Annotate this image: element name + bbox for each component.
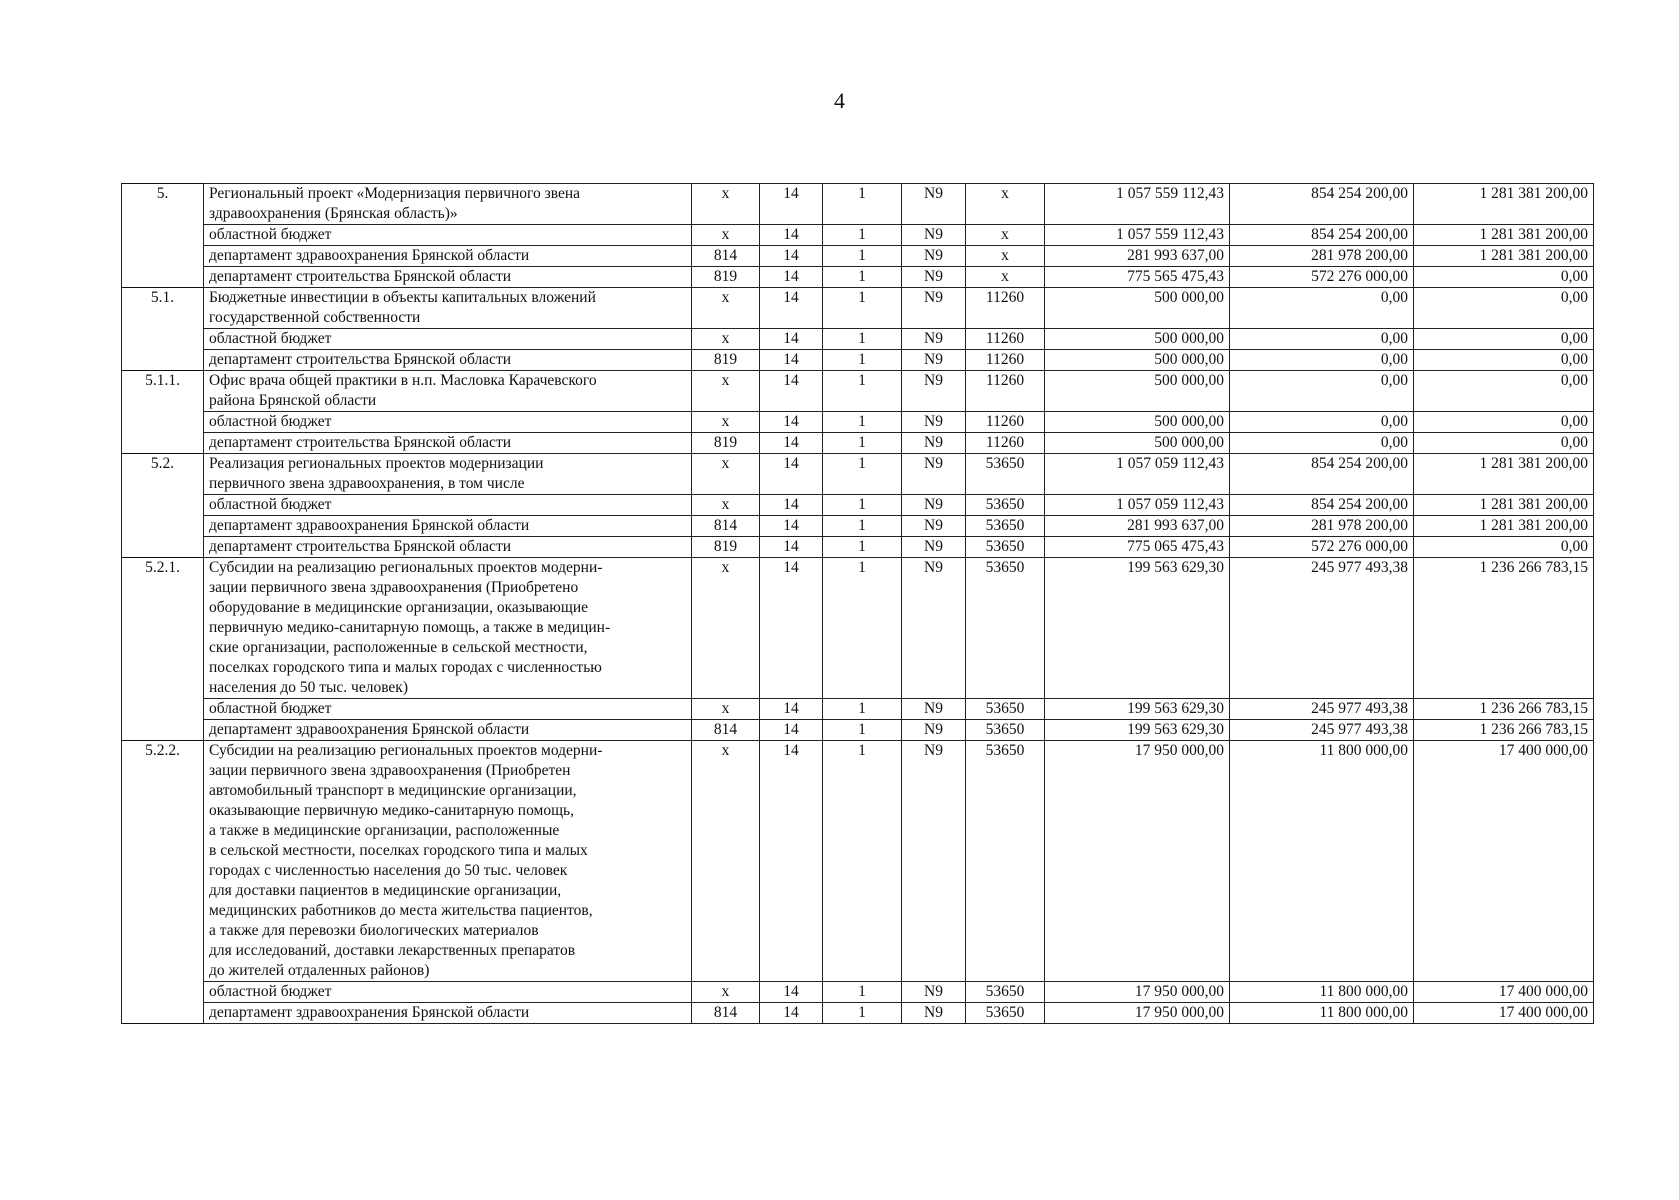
- amount-year3-cell: 1 281 381 200,00: [1414, 246, 1594, 267]
- row-number-cell: [122, 267, 204, 288]
- amount-year2-cell: 0,00: [1230, 350, 1414, 371]
- description-line: Региональный проект «Модернизация первичного звена: [209, 185, 581, 202]
- subsection-cell: 1: [823, 350, 902, 371]
- row-number-cell: [122, 412, 204, 433]
- description-line: для исследований, доставки лекарственных препаратов: [209, 942, 576, 959]
- description-line: областной бюджет: [209, 496, 332, 513]
- description-line: областной бюджет: [209, 226, 332, 243]
- target-direction-cell: 11260: [966, 288, 1045, 329]
- section-cell: 14: [760, 225, 823, 246]
- grbs-cell: х: [692, 495, 760, 516]
- target-direction-cell: 53650: [966, 495, 1045, 516]
- description-line: областной бюджет: [209, 983, 332, 1000]
- section-cell: 14: [760, 412, 823, 433]
- target-direction-cell: 53650: [966, 741, 1045, 982]
- row-number-cell: [122, 537, 204, 558]
- section-cell: 14: [760, 537, 823, 558]
- description-line: Субсидии на реализацию региональных проектов модерни-: [209, 742, 603, 759]
- amount-year1-cell: 281 993 637,00: [1045, 246, 1230, 267]
- table-row: [122, 225, 1594, 246]
- target-code-cell: N9: [902, 516, 966, 537]
- table-row: [122, 350, 1594, 371]
- target-code-cell: N9: [902, 329, 966, 350]
- grbs-cell: 814: [692, 516, 760, 537]
- description-cell: [204, 433, 692, 454]
- description-cell: [204, 184, 692, 225]
- description-line: департамент здравоохранения Брянской области: [209, 517, 530, 534]
- subsection-cell: 1: [823, 1003, 902, 1024]
- description-line: оборудование в медицинские организации, оказывающие: [209, 599, 588, 616]
- description-line: оказывающие первичную медико-санитарную помощь,: [209, 802, 574, 819]
- target-direction-cell: 11260: [966, 412, 1045, 433]
- subsection-cell: 1: [823, 982, 902, 1003]
- grbs-cell: 819: [692, 267, 760, 288]
- table-row: [122, 741, 1594, 982]
- table-row: [122, 1003, 1594, 1024]
- target-direction-cell: 11260: [966, 433, 1045, 454]
- amount-year1-cell: 500 000,00: [1045, 433, 1230, 454]
- description-line: департамент строительства Брянской области: [209, 538, 512, 555]
- grbs-cell: 819: [692, 350, 760, 371]
- description-line: ские организации, расположенные в сельской местности,: [209, 639, 588, 656]
- target-code-cell: N9: [902, 982, 966, 1003]
- description-line: Реализация региональных проектов модернизации: [209, 455, 544, 472]
- description-cell: [204, 741, 692, 982]
- row-number-cell: 5.1.: [122, 288, 204, 329]
- description-cell: [204, 288, 692, 329]
- row-number-cell: 5.2.1.: [122, 558, 204, 699]
- description-line: Офис врача общей практики в н.п. Масловка Карачевского: [209, 372, 597, 389]
- row-number-cell: 5.: [122, 184, 204, 225]
- amount-year2-cell: 281 978 200,00: [1230, 516, 1414, 537]
- row-number-cell: [122, 982, 204, 1003]
- target-direction-cell: 11260: [966, 329, 1045, 350]
- row-number-cell: [122, 699, 204, 720]
- amount-year2-cell: 11 800 000,00: [1230, 741, 1414, 982]
- amount-year2-cell: 854 254 200,00: [1230, 454, 1414, 495]
- amount-year2-cell: 11 800 000,00: [1230, 982, 1414, 1003]
- table-row: [122, 516, 1594, 537]
- target-code-cell: N9: [902, 720, 966, 741]
- target-code-cell: N9: [902, 454, 966, 495]
- description-line: Бюджетные инвестиции в объекты капитальных вложений: [209, 289, 596, 306]
- amount-year3-cell: 1 236 266 783,15: [1414, 699, 1594, 720]
- amount-year3-cell: 0,00: [1414, 537, 1594, 558]
- subsection-cell: 1: [823, 720, 902, 741]
- target-code-cell: N9: [902, 225, 966, 246]
- description-cell: [204, 225, 692, 246]
- amount-year1-cell: 500 000,00: [1045, 412, 1230, 433]
- table-row: [122, 720, 1594, 741]
- amount-year2-cell: 0,00: [1230, 371, 1414, 412]
- description-cell: [204, 516, 692, 537]
- description-cell: [204, 1003, 692, 1024]
- row-number-cell: [122, 1003, 204, 1024]
- target-direction-cell: 53650: [966, 982, 1045, 1003]
- target-direction-cell: 53650: [966, 558, 1045, 699]
- description-cell: [204, 699, 692, 720]
- grbs-cell: 819: [692, 537, 760, 558]
- description-cell: [204, 537, 692, 558]
- description-cell: [204, 982, 692, 1003]
- grbs-cell: 814: [692, 720, 760, 741]
- description-line: областной бюджет: [209, 413, 332, 430]
- grbs-cell: 819: [692, 433, 760, 454]
- section-cell: 14: [760, 495, 823, 516]
- amount-year2-cell: 572 276 000,00: [1230, 267, 1414, 288]
- amount-year2-cell: 0,00: [1230, 433, 1414, 454]
- table-row: [122, 371, 1594, 412]
- row-number-cell: 5.2.2.: [122, 741, 204, 982]
- amount-year3-cell: 1 236 266 783,15: [1414, 720, 1594, 741]
- amount-year3-cell: 0,00: [1414, 412, 1594, 433]
- row-number-cell: 5.2.: [122, 454, 204, 495]
- description-line: населения до 50 тыс. человек): [209, 679, 408, 696]
- section-cell: 14: [760, 288, 823, 329]
- amount-year3-cell: 1 281 381 200,00: [1414, 225, 1594, 246]
- amount-year2-cell: 11 800 000,00: [1230, 1003, 1414, 1024]
- target-code-cell: N9: [902, 741, 966, 982]
- description-line: в сельской местности, поселках городского типа и малых: [209, 842, 588, 859]
- section-cell: 14: [760, 267, 823, 288]
- description-line: района Брянской области: [209, 392, 377, 409]
- amount-year3-cell: 0,00: [1414, 267, 1594, 288]
- description-cell: [204, 495, 692, 516]
- description-cell: [204, 350, 692, 371]
- amount-year2-cell: 854 254 200,00: [1230, 184, 1414, 225]
- description-line: департамент строительства Брянской области: [209, 268, 512, 285]
- row-number-cell: [122, 516, 204, 537]
- grbs-cell: х: [692, 741, 760, 982]
- section-cell: 14: [760, 371, 823, 412]
- row-number-cell: [122, 329, 204, 350]
- section-cell: 14: [760, 350, 823, 371]
- description-line: департамент строительства Брянской области: [209, 434, 512, 451]
- description-line: медицинских работников до места жительства пациентов,: [209, 902, 593, 919]
- target-direction-cell: х: [966, 246, 1045, 267]
- subsection-cell: 1: [823, 433, 902, 454]
- amount-year3-cell: 1 236 266 783,15: [1414, 558, 1594, 699]
- subsection-cell: 1: [823, 371, 902, 412]
- row-number-cell: [122, 350, 204, 371]
- target-code-cell: N9: [902, 288, 966, 329]
- amount-year3-cell: 0,00: [1414, 371, 1594, 412]
- target-direction-cell: х: [966, 225, 1045, 246]
- subsection-cell: 1: [823, 454, 902, 495]
- section-cell: 14: [760, 246, 823, 267]
- table-body: [122, 184, 1594, 1024]
- target-direction-cell: 11260: [966, 350, 1045, 371]
- description-line: до жителей отдаленных районов): [209, 962, 430, 979]
- description-line: государственной собственности: [209, 309, 421, 326]
- target-code-cell: N9: [902, 558, 966, 699]
- description-cell: [204, 558, 692, 699]
- amount-year2-cell: 0,00: [1230, 412, 1414, 433]
- target-code-cell: N9: [902, 495, 966, 516]
- subsection-cell: 1: [823, 288, 902, 329]
- section-cell: 14: [760, 982, 823, 1003]
- target-direction-cell: 53650: [966, 1003, 1045, 1024]
- amount-year1-cell: 500 000,00: [1045, 288, 1230, 329]
- target-direction-cell: 53650: [966, 537, 1045, 558]
- page-number: 4: [834, 88, 845, 113]
- row-number-cell: [122, 720, 204, 741]
- subsection-cell: 1: [823, 537, 902, 558]
- amount-year2-cell: 245 977 493,38: [1230, 558, 1414, 699]
- description-line: зации первичного звена здравоохранения (Приобретено: [209, 579, 579, 596]
- amount-year2-cell: 0,00: [1230, 288, 1414, 329]
- target-direction-cell: 11260: [966, 371, 1045, 412]
- description-line: областной бюджет: [209, 330, 332, 347]
- table-row: [122, 412, 1594, 433]
- table-row: [122, 288, 1594, 329]
- subsection-cell: 1: [823, 495, 902, 516]
- amount-year1-cell: 1 057 559 112,43: [1045, 184, 1230, 225]
- description-line: первичного звена здравоохранения, в том числе: [209, 475, 525, 492]
- description-line: здравоохранения (Брянская область)»: [209, 205, 458, 222]
- target-direction-cell: х: [966, 267, 1045, 288]
- grbs-cell: 814: [692, 246, 760, 267]
- amount-year3-cell: 17 400 000,00: [1414, 1003, 1594, 1024]
- table-row: [122, 246, 1594, 267]
- amount-year2-cell: 281 978 200,00: [1230, 246, 1414, 267]
- amount-year3-cell: 1 281 381 200,00: [1414, 184, 1594, 225]
- description-line: первичную медико-санитарную помощь, а также в медицин-: [209, 619, 611, 636]
- table-row: [122, 267, 1594, 288]
- description-line: для доставки пациентов в медицинские организации,: [209, 882, 562, 899]
- target-direction-cell: 53650: [966, 454, 1045, 495]
- amount-year1-cell: 500 000,00: [1045, 371, 1230, 412]
- grbs-cell: х: [692, 288, 760, 329]
- amount-year1-cell: 199 563 629,30: [1045, 720, 1230, 741]
- subsection-cell: 1: [823, 184, 902, 225]
- subsection-cell: 1: [823, 225, 902, 246]
- grbs-cell: х: [692, 412, 760, 433]
- section-cell: 14: [760, 1003, 823, 1024]
- description-line: зации первичного звена здравоохранения (Приобретен: [209, 762, 571, 779]
- table-row: [122, 454, 1594, 495]
- table-row: [122, 699, 1594, 720]
- target-code-cell: N9: [902, 184, 966, 225]
- amount-year3-cell: 0,00: [1414, 350, 1594, 371]
- amount-year1-cell: 17 950 000,00: [1045, 982, 1230, 1003]
- subsection-cell: 1: [823, 412, 902, 433]
- description-line: городах с численностью населения до 50 тыс. человек: [209, 862, 568, 879]
- target-direction-cell: х: [966, 184, 1045, 225]
- section-cell: 14: [760, 433, 823, 454]
- description-cell: [204, 267, 692, 288]
- amount-year2-cell: 245 977 493,38: [1230, 699, 1414, 720]
- amount-year1-cell: 1 057 559 112,43: [1045, 225, 1230, 246]
- amount-year2-cell: 0,00: [1230, 329, 1414, 350]
- target-direction-cell: 53650: [966, 720, 1045, 741]
- table-row: [122, 329, 1594, 350]
- amount-year3-cell: 1 281 381 200,00: [1414, 516, 1594, 537]
- row-number-cell: 5.1.1.: [122, 371, 204, 412]
- target-direction-cell: 53650: [966, 699, 1045, 720]
- table-row: [122, 433, 1594, 454]
- description-line: а также в медицинские организации, расположенные: [209, 822, 560, 839]
- table-row: [122, 537, 1594, 558]
- description-line: областной бюджет: [209, 700, 332, 717]
- table-row: [122, 495, 1594, 516]
- target-code-cell: N9: [902, 246, 966, 267]
- row-number-cell: [122, 246, 204, 267]
- grbs-cell: х: [692, 454, 760, 495]
- description-line: Субсидии на реализацию региональных проектов модерни-: [209, 559, 603, 576]
- target-code-cell: N9: [902, 699, 966, 720]
- amount-year3-cell: 17 400 000,00: [1414, 741, 1594, 982]
- amount-year1-cell: 199 563 629,30: [1045, 699, 1230, 720]
- amount-year2-cell: 572 276 000,00: [1230, 537, 1414, 558]
- section-cell: 14: [760, 329, 823, 350]
- description-line: департамент здравоохранения Брянской области: [209, 721, 530, 738]
- amount-year3-cell: 0,00: [1414, 288, 1594, 329]
- section-cell: 14: [760, 558, 823, 699]
- section-cell: 14: [760, 699, 823, 720]
- description-cell: [204, 371, 692, 412]
- subsection-cell: 1: [823, 699, 902, 720]
- target-code-cell: N9: [902, 267, 966, 288]
- amount-year3-cell: 0,00: [1414, 433, 1594, 454]
- subsection-cell: 1: [823, 558, 902, 699]
- section-cell: 14: [760, 720, 823, 741]
- row-number-cell: [122, 433, 204, 454]
- target-code-cell: N9: [902, 371, 966, 412]
- table-row: [122, 184, 1594, 225]
- target-code-cell: N9: [902, 350, 966, 371]
- amount-year3-cell: 1 281 381 200,00: [1414, 454, 1594, 495]
- subsection-cell: 1: [823, 516, 902, 537]
- grbs-cell: х: [692, 184, 760, 225]
- amount-year1-cell: 281 993 637,00: [1045, 516, 1230, 537]
- description-cell: [204, 412, 692, 433]
- amount-year3-cell: 1 281 381 200,00: [1414, 495, 1594, 516]
- amount-year1-cell: 775 565 475,43: [1045, 267, 1230, 288]
- row-number-cell: [122, 495, 204, 516]
- amount-year1-cell: 17 950 000,00: [1045, 741, 1230, 982]
- description-line: департамент здравоохранения Брянской области: [209, 1004, 530, 1021]
- row-number-cell: [122, 225, 204, 246]
- section-cell: 14: [760, 741, 823, 982]
- target-code-cell: N9: [902, 1003, 966, 1024]
- amount-year1-cell: 17 950 000,00: [1045, 1003, 1230, 1024]
- subsection-cell: 1: [823, 267, 902, 288]
- description-line: департамент строительства Брянской области: [209, 351, 512, 368]
- target-code-cell: N9: [902, 433, 966, 454]
- target-code-cell: N9: [902, 537, 966, 558]
- amount-year1-cell: 199 563 629,30: [1045, 558, 1230, 699]
- amount-year1-cell: 500 000,00: [1045, 350, 1230, 371]
- description-cell: [204, 329, 692, 350]
- amount-year1-cell: 500 000,00: [1045, 329, 1230, 350]
- grbs-cell: х: [692, 558, 760, 699]
- grbs-cell: х: [692, 699, 760, 720]
- table-row: [122, 558, 1594, 699]
- target-code-cell: N9: [902, 412, 966, 433]
- subsection-cell: 1: [823, 246, 902, 267]
- description-line: департамент здравоохранения Брянской области: [209, 247, 530, 264]
- amount-year3-cell: 0,00: [1414, 329, 1594, 350]
- description-line: автомобильный транспорт в медицинские организации,: [209, 782, 577, 799]
- subsection-cell: 1: [823, 329, 902, 350]
- amount-year1-cell: 1 057 059 112,43: [1045, 454, 1230, 495]
- description-cell: [204, 454, 692, 495]
- amount-year2-cell: 245 977 493,38: [1230, 720, 1414, 741]
- grbs-cell: х: [692, 371, 760, 412]
- section-cell: 14: [760, 184, 823, 225]
- section-cell: 14: [760, 454, 823, 495]
- amount-year3-cell: 17 400 000,00: [1414, 982, 1594, 1003]
- description-line: а также для перевозки биологических материалов: [209, 922, 539, 939]
- amount-year1-cell: 775 065 475,43: [1045, 537, 1230, 558]
- amount-year2-cell: 854 254 200,00: [1230, 225, 1414, 246]
- target-direction-cell: 53650: [966, 516, 1045, 537]
- amount-year1-cell: 1 057 059 112,43: [1045, 495, 1230, 516]
- grbs-cell: х: [692, 329, 760, 350]
- description-cell: [204, 246, 692, 267]
- grbs-cell: х: [692, 982, 760, 1003]
- description-cell: [204, 720, 692, 741]
- grbs-cell: х: [692, 225, 760, 246]
- budget-table: [121, 183, 1594, 1024]
- description-line: поселках городского типа и малых городах с численностью: [209, 659, 602, 676]
- amount-year2-cell: 854 254 200,00: [1230, 495, 1414, 516]
- table-row: [122, 982, 1594, 1003]
- grbs-cell: 814: [692, 1003, 760, 1024]
- subsection-cell: 1: [823, 741, 902, 982]
- section-cell: 14: [760, 516, 823, 537]
